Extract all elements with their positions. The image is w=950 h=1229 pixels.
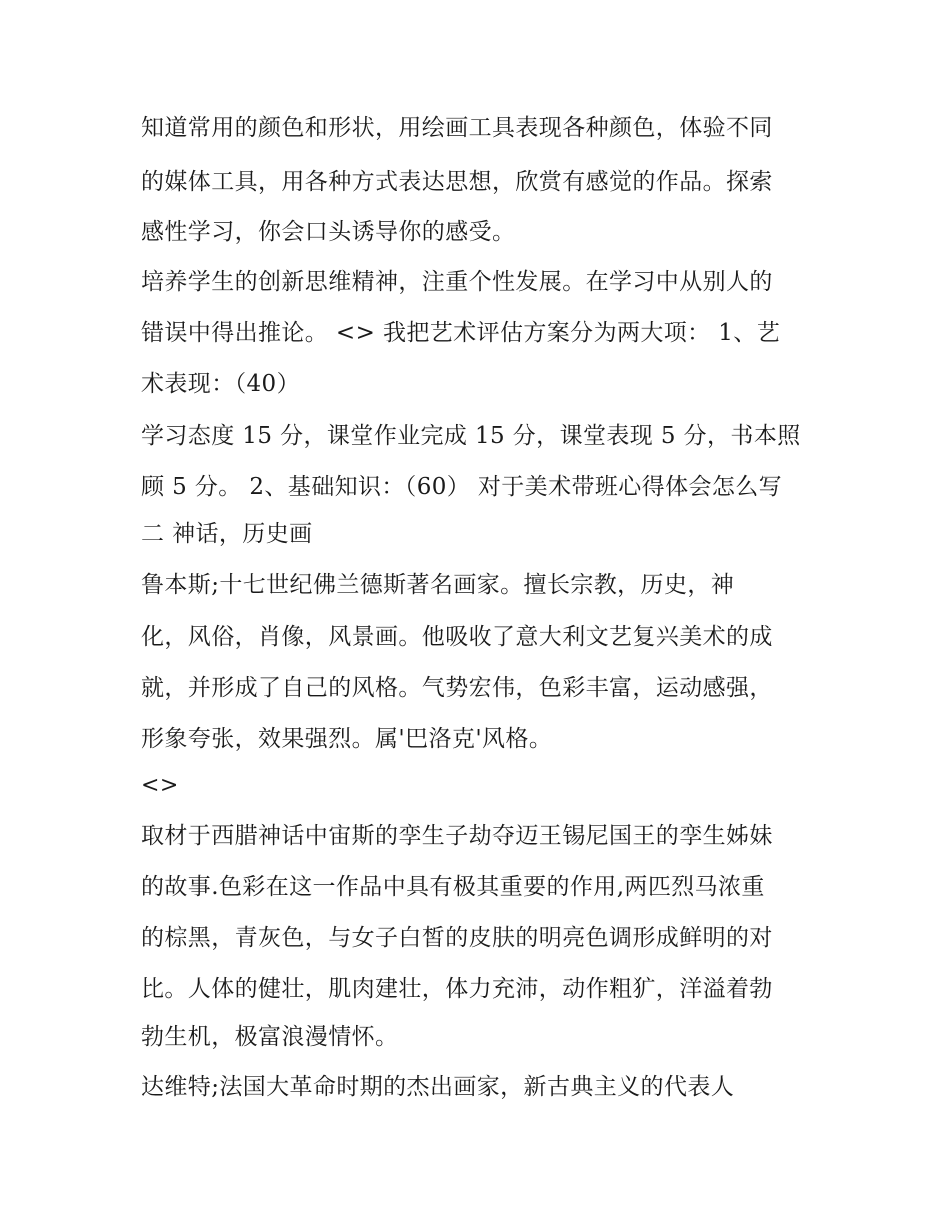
- text-line: 取材于西腊神话中宙斯的孪生子劫夺迈王锡尼国王的孪生姊妹: [141, 823, 773, 849]
- placeholder-marker: <>: [141, 773, 179, 798]
- section-heading: 二 神话，历史画: [141, 521, 313, 547]
- text-line: 的棕黑，青灰色，与女子白皙的皮肤的明亮色调形成鲜明的对: [141, 925, 773, 951]
- text-line: 的媒体工具，用各种方式表达思想，欣赏有感觉的作品。探索: [141, 169, 773, 195]
- text-line: 知道常用的颜色和形状，用绘画工具表现各种颜色，体验不同: [141, 115, 773, 141]
- text-line: 就，并形成了自己的风格。气势宏伟，色彩丰富，运动感强，: [141, 675, 773, 701]
- text-line: 学习态度 15 分，课堂作业完成 15 分，课堂表现 5 分，书本照: [141, 423, 801, 449]
- text-line: 形象夸张，效果强烈。属'巴洛克'风格。: [141, 726, 553, 752]
- text-line: 错误中得出推论。 <> 我把艺术评估方案分为两大项： 1、艺: [141, 320, 781, 346]
- text-line: 顾 5 分。 2、基础知识：（60） 对于美术带班心得体会怎么写: [141, 474, 783, 500]
- text-line: 勃生机，极富浪漫情怀。: [141, 1024, 399, 1050]
- text-line: 感性学习，你会口头诱导你的感受。: [141, 219, 516, 245]
- text-line: 的故事.色彩在这一作品中具有极其重要的作用,两匹烈马浓重: [141, 874, 765, 900]
- text-line: 培养学生的创新思维精神，注重个性发展。在学习中从别人的: [141, 269, 773, 295]
- text-line: 达维特;法国大革命时期的杰出画家，新古典主义的代表人: [141, 1074, 735, 1100]
- text-line: 术表现：（40）: [141, 371, 300, 397]
- text-line: 鲁本斯;十七世纪佛兰德斯著名画家。擅长宗教，历史，神: [141, 572, 735, 598]
- text-line: 比。人体的健壮，肌肉建壮，体力充沛，动作粗犷，洋溢着勃: [141, 976, 773, 1002]
- text-line: 化，风俗，肖像，风景画。他吸收了意大利文艺复兴美术的成: [141, 624, 773, 650]
